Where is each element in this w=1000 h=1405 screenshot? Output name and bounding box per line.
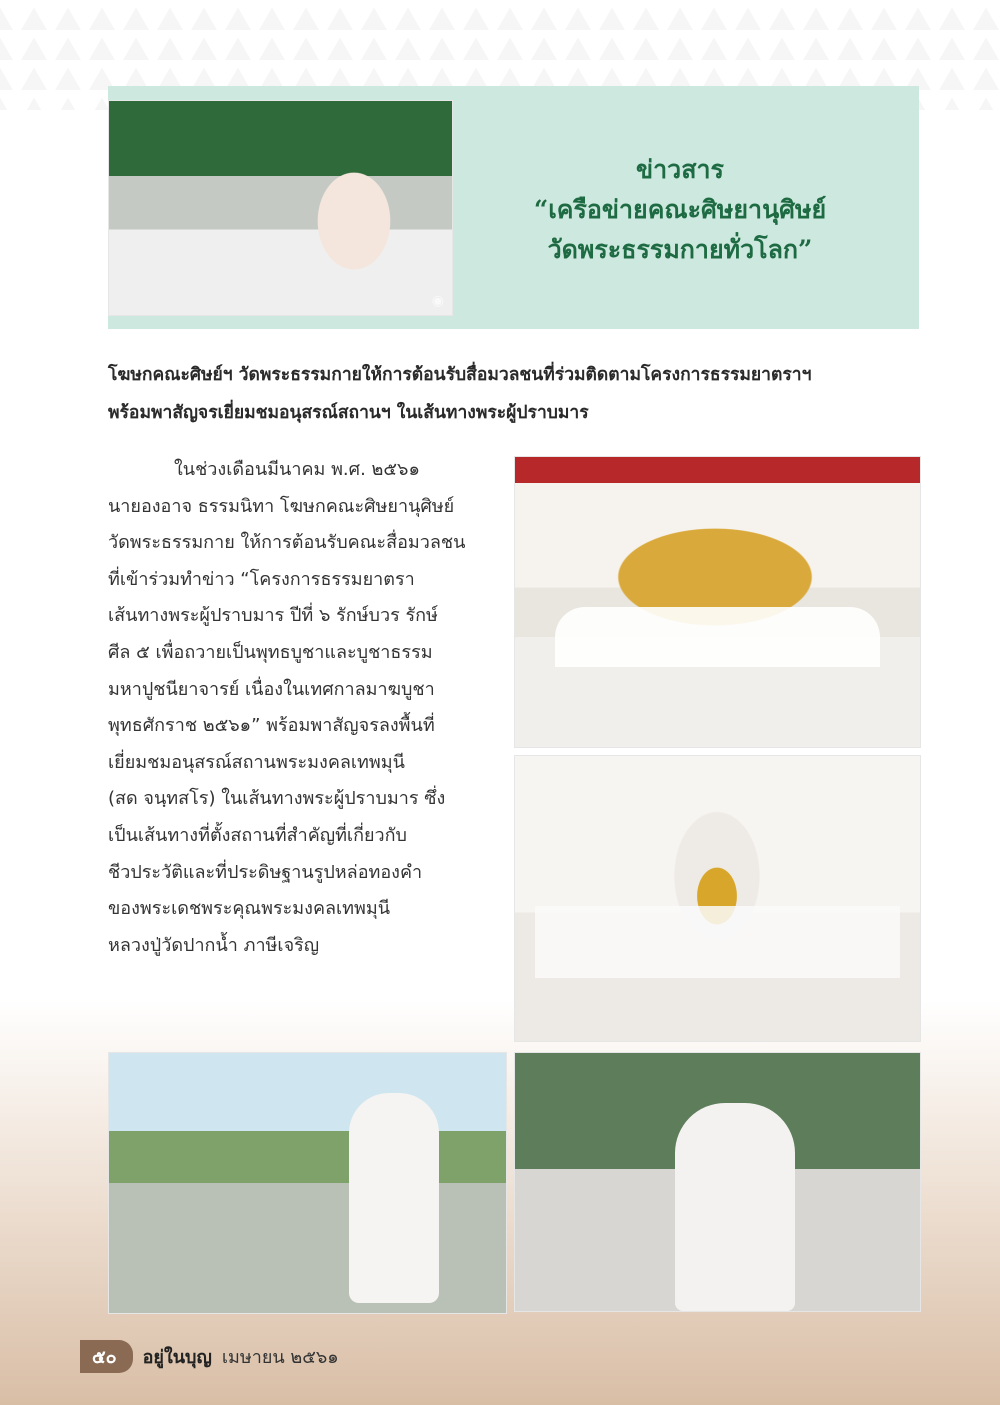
body-line: มหาปูชนียาจารย์ เนื่องในเทศกาลมาฆบูชา bbox=[108, 678, 435, 700]
body-line: เป็นเส้นทางที่ตั้งสถานที่สำคัญที่เกี่ยวกับ bbox=[108, 824, 407, 846]
page-number: ๕๐ bbox=[80, 1340, 133, 1373]
walking-group-photo bbox=[108, 1052, 507, 1314]
title-line: ข่าวสาร bbox=[636, 155, 724, 184]
title-line: วัดพระธรรมกายทั่วโลก” bbox=[547, 235, 813, 264]
shrine-group-photo bbox=[514, 456, 921, 748]
body-line: พุทธศักราช ๒๕๖๑” พร้อมพาสัญจรลงพื้นที่ bbox=[108, 715, 435, 737]
memorial-group-photo bbox=[514, 755, 921, 1042]
page-title bbox=[460, 150, 900, 270]
issue-date: เมษายน ๒๕๖๑ bbox=[221, 1346, 339, 1368]
forest-visit-photo bbox=[514, 1052, 921, 1312]
body-line: เยี่ยมชมอนุสรณ์สถานพระมงคลเทพมุนี bbox=[108, 751, 405, 773]
body-line: ของพระเดชพระคุณพระมงคลเทพมุนี bbox=[108, 898, 391, 920]
camera-icon: ◉ bbox=[431, 293, 444, 309]
body-line: หลวงปู่วัดปากน้ำ ภาษีเจริญ bbox=[108, 934, 320, 956]
body-line: นายองอาจ ธรรมนิทา โฆษกคณะศิษยานุศิษย์ bbox=[108, 495, 455, 517]
magazine-name: อยู่ในบุญ bbox=[142, 1346, 212, 1368]
page-footer bbox=[80, 1342, 339, 1370]
title-line: “เครือข่ายคณะศิษยานุศิษย์ bbox=[533, 195, 827, 224]
body-line: วัดพระธรรมกาย ให้การต้อนรับคณะสื่อมวลชน bbox=[108, 532, 466, 554]
subheading-line: พร้อมพาสัญจรเยี่ยมชมอนุสรณ์สถานฯ ในเส้นทางพระผู้ปราบมาร bbox=[108, 403, 589, 423]
body-line: ที่เข้าร่วมทำข่าว “โครงการธรรมยาตรา bbox=[108, 568, 415, 590]
body-line: เส้นทางพระผู้ปราบมาร ปีที่ ๖ รักษ์บวร รักษ์ bbox=[108, 605, 438, 627]
body-line: ชีวประวัติและที่ประดิษฐานรูปหล่อทองคำ bbox=[108, 861, 423, 883]
body-line: ในช่วงเดือนมีนาคม พ.ศ. ๒๕๖๑ bbox=[174, 459, 420, 480]
article-subheading bbox=[108, 356, 923, 432]
subheading-line: โฆษกคณะศิษย์ฯ วัดพระธรรมกายให้การต้อนรับสื่อมวลชนที่ร่วมติดตามโครงการธรรมยาตราฯ bbox=[108, 365, 812, 385]
body-line: (สด จนฺทสโร) ในเส้นทางพระผู้ปราบมาร ซึ่ง bbox=[108, 788, 446, 810]
article-body bbox=[108, 452, 503, 964]
body-line: ศีล ๕ เพื่อถวายเป็นพุทธบูชาและบูชาธรรม bbox=[108, 641, 433, 663]
interview-photo bbox=[108, 100, 453, 316]
